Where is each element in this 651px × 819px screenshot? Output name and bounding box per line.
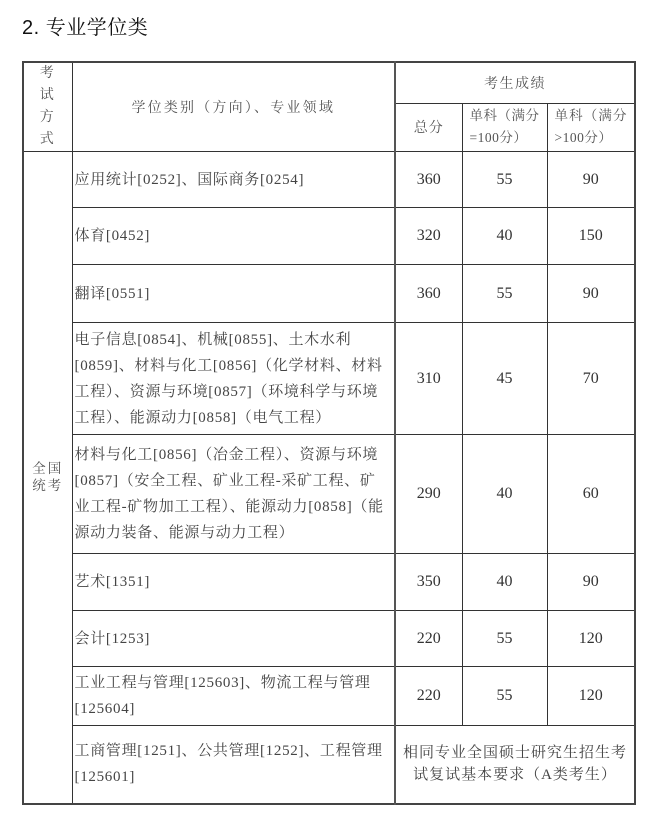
single-over-100-score-cell: 60 [547, 435, 635, 554]
header-row-1 [23, 62, 635, 103]
total-score-cell: 360 [395, 265, 462, 323]
table-row [23, 323, 635, 435]
single-100-score-cell: 45 [462, 323, 547, 435]
header-degree-field: 学位类别（方向）、专业领域 [72, 62, 395, 152]
total-score-cell: 360 [395, 152, 462, 208]
degree-field-cell: 会计[1253] [72, 611, 395, 667]
degree-field-cell: 工商管理[1251]、公共管理[1252]、工程管理[125601] [72, 726, 395, 804]
degree-field-cell: 应用统计[0252]、国际商务[0254] [72, 152, 395, 208]
single-over-100-score-cell: 120 [547, 667, 635, 726]
single-100-score-cell: 55 [462, 667, 547, 726]
total-score-cell: 310 [395, 323, 462, 435]
total-score-cell: 290 [395, 435, 462, 554]
header-single-over-100: 单科（满分>100分） [547, 103, 635, 151]
single-over-100-score-cell: 70 [547, 323, 635, 435]
header-exam-mode: 考试方式 [23, 62, 72, 152]
single-over-100-score-cell: 120 [547, 611, 635, 667]
header-total: 总分 [395, 103, 462, 151]
degree-field-cell: 材料与化工[0856]（冶金工程）、资源与环境[0857]（安全工程、矿业工程-采矿工程、矿业工程-矿物加工工程）、能源动力[0858]（能源动力装备、能源与动力工程） [72, 435, 395, 554]
table-row [23, 667, 635, 726]
table-row [23, 726, 635, 804]
degree-field-cell: 翻译[0551] [72, 265, 395, 323]
table-row [23, 435, 635, 554]
degree-field-cell: 体育[0452] [72, 208, 395, 265]
header-single-100: 单科（满分=100分） [462, 103, 547, 151]
score-requirement-note: 相同专业全国硕士研究生招生考试复试基本要求（A类考生） [395, 726, 635, 804]
single-100-score-cell: 40 [462, 435, 547, 554]
header-score-group: 考生成绩 [395, 62, 635, 103]
single-over-100-score-cell: 90 [547, 554, 635, 611]
total-score-cell: 220 [395, 611, 462, 667]
table-row [23, 554, 635, 611]
table-row [23, 265, 635, 323]
table-row [23, 611, 635, 667]
table-row [23, 152, 635, 208]
total-score-cell: 320 [395, 208, 462, 265]
single-100-score-cell: 40 [462, 554, 547, 611]
single-over-100-score-cell: 150 [547, 208, 635, 265]
section-title: 2. 专业学位类 [22, 17, 149, 39]
single-100-score-cell: 55 [462, 152, 547, 208]
degree-field-cell: 艺术[1351] [72, 554, 395, 611]
degree-field-cell: 电子信息[0854]、机械[0855]、土木水利[0859]、材料与化工[0856]（化学材料、材料工程）、资源与环境[0857]（环境科学与环境工程）、能源动力[0858]（电气工程） [72, 323, 395, 435]
single-100-score-cell: 55 [462, 265, 547, 323]
total-score-cell: 350 [395, 554, 462, 611]
exam-mode-cell: 全国统考 [23, 152, 72, 804]
single-100-score-cell: 40 [462, 208, 547, 265]
total-score-cell: 220 [395, 667, 462, 726]
single-over-100-score-cell: 90 [547, 152, 635, 208]
score-requirements-table [22, 61, 636, 805]
single-100-score-cell: 55 [462, 611, 547, 667]
degree-field-cell: 工业工程与管理[125603]、物流工程与管理[125604] [72, 667, 395, 726]
table-row [23, 208, 635, 265]
single-over-100-score-cell: 90 [547, 265, 635, 323]
